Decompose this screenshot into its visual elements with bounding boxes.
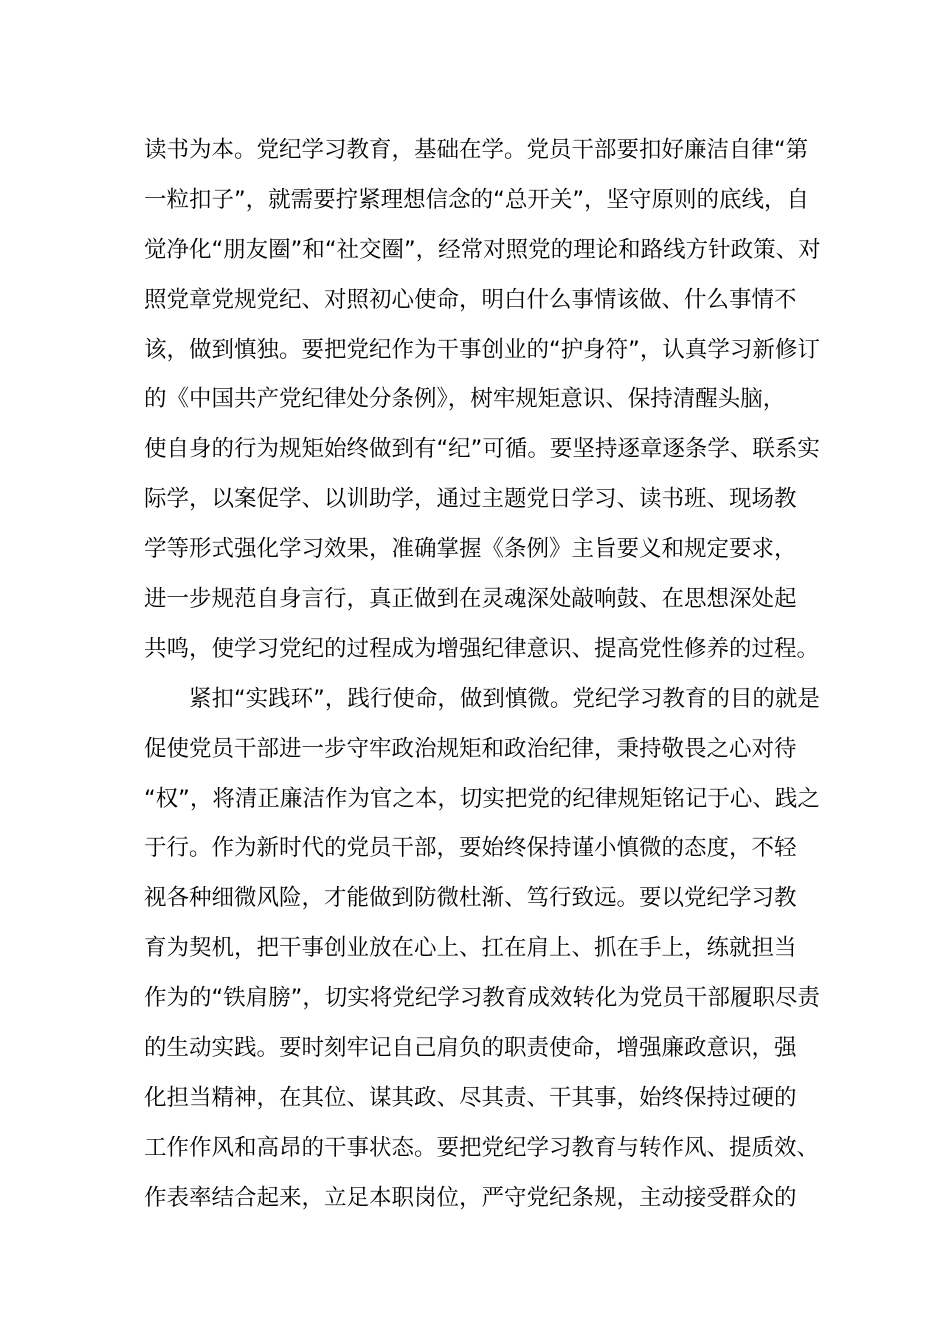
text-line: 读书为本。党纪学习教育，基础在学。党员干部要扣好廉洁自律“第 — [144, 137, 809, 163]
text-line: 觉净化“朋友圈”和“社交圈”，经常对照党的理论和路线方针政策、对 — [144, 236, 821, 263]
text-line: 照党章党规党纪、对照初心使命，明白什么事情该做、什么事情不 — [144, 286, 797, 313]
body-text — [144, 126, 824, 1224]
text-line: 使自身的行为规矩始终做到有“纪”可循。要坚持逐章逐条学、联系实 — [144, 436, 820, 463]
text-line: 化担当精神，在其位、谋其政、尽其责、干其事，始终保持过硬的 — [144, 1084, 797, 1111]
text-line: 该，做到慎独。要把党纪作为干事创业的“护身符”，认真学习新修订 — [144, 336, 820, 363]
text-line: 一粒扣子”，就需要拧紧理想信念的“总开关”，坚守原则的底线，自 — [144, 186, 809, 213]
text-line: 作为的“铁肩膀”，切实将党纪学习教育成效转化为党员干部履职尽责 — [144, 985, 820, 1012]
text-line: 际学，以案促学、以训助学，通过主题党日学习、读书班、现场教 — [144, 486, 797, 513]
text-line: “权”，将清正廉洁作为官之本，切实把党的纪律规矩铭记于心、践之 — [144, 785, 820, 812]
text-line: 视各种细微风险，才能做到防微杜渐、笃行致远。要以党纪学习教 — [144, 885, 797, 912]
text-line: 作表率结合起来，立足本职岗位，严守党纪条规，主动接受群众的 — [144, 1184, 797, 1211]
text-line: 促使党员干部进一步守牢政治规矩和政治纪律，秉持敬畏之心对待 — [144, 735, 797, 762]
text-line: 的《中国共产党纪律处分条例》，树牢规矩意识、保持清醒头脑， — [144, 386, 786, 413]
paragraph-start-line: 紧扣“实践环”，践行使命，做到慎微。党纪学习教育的目的就是 — [189, 685, 820, 712]
text-line: 共鸣，使学习党纪的过程成为增强纪律意识、提高党性修养的过程。 — [144, 635, 820, 662]
text-line: 的生动实践。要时刻牢记自己肩负的职责使命，增强廉政意识，强 — [144, 1035, 797, 1062]
text-line: 育为契机，把干事创业放在心上、扛在肩上、抓在手上，练就担当 — [144, 935, 797, 962]
text-line: 进一步规范自身言行，真正做到在灵魂深处敲响鼓、在思想深处起 — [144, 586, 797, 613]
text-line: 于行。作为新时代的党员干部，要始终保持谨小慎微的态度，不轻 — [144, 835, 797, 862]
text-line: 工作作风和高昂的干事状态。要把党纪学习教育与转作风、提质效、 — [144, 1134, 820, 1161]
text-line: 学等形式强化学习效果，准确掌握《条例》主旨要义和规定要求， — [144, 536, 797, 563]
